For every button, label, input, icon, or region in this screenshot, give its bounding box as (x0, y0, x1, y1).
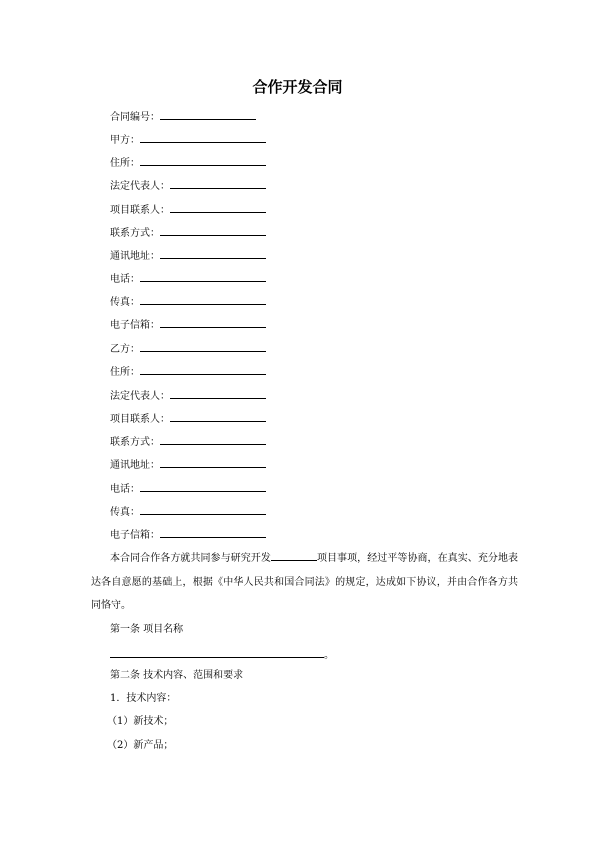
party-a-mail-address-blank[interactable] (160, 247, 266, 259)
party-a-contact-method-label: 联系方式： (110, 228, 160, 239)
party-a-email-blank[interactable] (160, 316, 266, 328)
party-a-legal-rep-blank[interactable] (170, 177, 266, 189)
party-b-fax-field (110, 503, 266, 520)
party-b-email-blank[interactable] (160, 526, 266, 538)
contract-no-field (110, 108, 256, 125)
party-b-blank[interactable] (140, 340, 266, 352)
party-b-label: 乙方： (110, 344, 140, 355)
party-b-mail-address-label: 通讯地址： (110, 460, 160, 471)
party-a-contact-method-field (110, 224, 266, 241)
party-a-mail-address-field (110, 247, 266, 264)
page-title: 合作开发合同 (252, 78, 343, 96)
party-a-email-label: 电子信箱： (110, 320, 160, 331)
party-a-label: 甲方： (110, 135, 140, 146)
article2-item1: 1．技术内容： (110, 693, 177, 704)
party-b-contact-method-label: 联系方式： (110, 437, 160, 448)
party-b-legal-rep-label: 法定代表人： (110, 391, 170, 402)
article2-sub2: （2）新产品； (107, 740, 174, 751)
article2-heading: 第二条 技术内容、范围和要求 (110, 670, 244, 681)
project-name-inline-blank[interactable] (271, 549, 317, 561)
party-b-mail-address-field (110, 456, 266, 473)
party-b-legal-rep-blank[interactable] (170, 387, 266, 399)
article1-name-line (110, 646, 334, 663)
party-a-contact-field (110, 201, 266, 218)
party-a-phone-blank[interactable] (140, 270, 266, 282)
party-b-address-label: 住所： (110, 367, 140, 378)
party-b-contact-method-field (110, 433, 266, 450)
party-b-email-field (110, 526, 266, 543)
party-a-address-label: 住所： (110, 158, 140, 169)
party-b-email-label: 电子信箱： (110, 530, 160, 541)
contract-no-label: 合同编号： (110, 112, 160, 123)
party-b-contact-field (110, 410, 266, 427)
party-a-fax-label: 传真： (110, 297, 140, 308)
party-a-contact-method-blank[interactable] (160, 224, 266, 236)
party-b-fax-blank[interactable] (140, 503, 266, 515)
party-b-legal-rep-field (110, 387, 266, 404)
party-b-field (110, 340, 266, 357)
party-a-blank[interactable] (140, 131, 266, 143)
party-a-address-field (110, 154, 266, 171)
party-a-fax-blank[interactable] (140, 293, 266, 305)
article1-heading: 第一条 项目名称 (110, 624, 184, 635)
article2-sub1: （1）新技术； (107, 716, 174, 727)
preamble-part1: 本合同合作各方就共同参与研究开发 (110, 553, 271, 564)
party-b-contact-blank[interactable] (170, 410, 266, 422)
project-name-blank[interactable] (110, 646, 324, 658)
contract-no-blank[interactable] (160, 108, 256, 120)
party-a-contact-label: 项目联系人： (110, 205, 170, 216)
party-b-address-blank[interactable] (140, 363, 266, 375)
party-b-contact-method-blank[interactable] (160, 433, 266, 445)
party-a-contact-blank[interactable] (170, 201, 266, 213)
party-a-phone-field (110, 270, 266, 287)
preamble-paragraph (91, 547, 518, 618)
party-a-mail-address-label: 通讯地址： (110, 251, 160, 262)
party-b-fax-label: 传真： (110, 507, 140, 518)
party-a-legal-rep-label: 法定代表人： (110, 181, 170, 192)
party-a-legal-rep-field (110, 177, 266, 194)
article1-period: 。 (324, 650, 334, 661)
party-b-phone-label: 电话： (110, 484, 140, 495)
party-a-email-field (110, 316, 266, 333)
preamble-part2: 项目事项，经过平等协商，在真实、充分地表达各自意愿的基础上，根据《中华人民共和国合同法》的规定，达成如下协议，并由合作各方共同恪守。 (91, 553, 519, 611)
party-b-phone-field (110, 480, 266, 497)
party-a-field (110, 131, 266, 148)
party-a-address-blank[interactable] (140, 154, 266, 166)
party-b-contact-label: 项目联系人： (110, 414, 170, 425)
party-b-phone-blank[interactable] (140, 480, 266, 492)
party-b-address-field (110, 363, 266, 380)
party-a-fax-field (110, 293, 266, 310)
party-b-mail-address-blank[interactable] (160, 456, 266, 468)
party-a-phone-label: 电话： (110, 274, 140, 285)
